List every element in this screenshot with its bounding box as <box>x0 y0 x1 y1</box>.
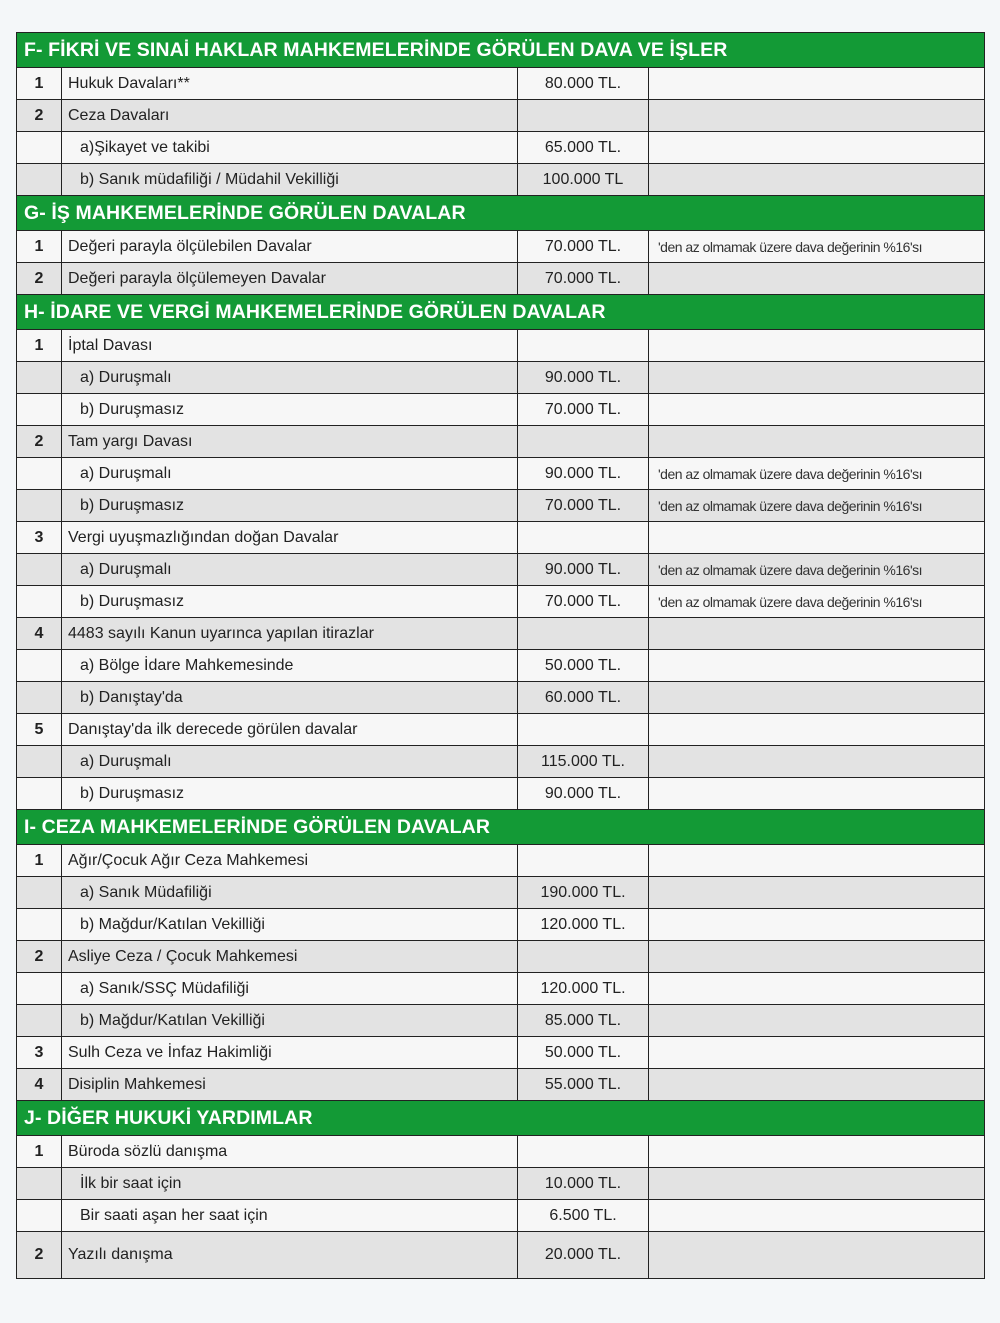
row-number: 4 <box>17 618 62 650</box>
row-description: Ağır/Çocuk Ağır Ceza Mahkemesi <box>62 845 518 877</box>
row-description: a) Duruşmalı <box>62 554 518 586</box>
row-amount: 190.000 TL. <box>518 877 649 909</box>
row-amount: 120.000 TL. <box>518 973 649 1005</box>
row-number: 1 <box>17 330 62 362</box>
row-note <box>649 618 985 650</box>
table-row <box>17 100 985 132</box>
row-note <box>649 714 985 746</box>
row-description: b) Mağdur/Katılan Vekilliği <box>62 909 518 941</box>
row-note <box>649 650 985 682</box>
row-number: 2 <box>17 100 62 132</box>
table-row <box>17 682 985 714</box>
row-note <box>649 164 985 196</box>
row-number: 1 <box>17 845 62 877</box>
row-number <box>17 1200 62 1232</box>
row-description: Büroda sözlü danışma <box>62 1136 518 1168</box>
row-note <box>649 746 985 778</box>
table-row <box>17 714 985 746</box>
fee-schedule-table <box>16 32 985 1279</box>
row-description: b) Danıştay'da <box>62 682 518 714</box>
row-number: 2 <box>17 426 62 458</box>
section-title: H- İDARE VE VERGİ MAHKEMELERİNDE GÖRÜLEN DAVALAR <box>17 295 985 330</box>
row-amount: 80.000 TL. <box>518 68 649 100</box>
row-number <box>17 650 62 682</box>
row-number <box>17 877 62 909</box>
table-row <box>17 394 985 426</box>
section-title: G- İŞ MAHKEMELERİNDE GÖRÜLEN DAVALAR <box>17 196 985 231</box>
row-amount: 65.000 TL. <box>518 132 649 164</box>
row-amount: 85.000 TL. <box>518 1005 649 1037</box>
row-number <box>17 362 62 394</box>
row-number <box>17 132 62 164</box>
row-amount: 20.000 TL. <box>518 1232 649 1279</box>
row-description: b) Duruşmasız <box>62 586 518 618</box>
row-amount: 115.000 TL. <box>518 746 649 778</box>
row-description: Ceza Davaları <box>62 100 518 132</box>
fee-schedule-body <box>17 33 985 1279</box>
table-row <box>17 973 985 1005</box>
row-number <box>17 490 62 522</box>
row-amount: 90.000 TL. <box>518 554 649 586</box>
row-amount: 70.000 TL. <box>518 231 649 263</box>
row-note: 'den az olmamak üzere dava değerinin %16'sı <box>649 231 985 263</box>
table-row <box>17 778 985 810</box>
row-number <box>17 973 62 1005</box>
row-note <box>649 1200 985 1232</box>
row-description: Değeri parayla ölçülemeyen Davalar <box>62 263 518 295</box>
table-row <box>17 1232 985 1279</box>
section-header-h <box>17 295 985 330</box>
table-row <box>17 458 985 490</box>
row-number: 2 <box>17 1232 62 1279</box>
table-row <box>17 263 985 295</box>
row-amount <box>518 522 649 554</box>
row-note <box>649 132 985 164</box>
row-note <box>649 1037 985 1069</box>
row-note <box>649 330 985 362</box>
table-row <box>17 68 985 100</box>
row-amount <box>518 618 649 650</box>
row-amount <box>518 714 649 746</box>
row-amount <box>518 100 649 132</box>
table-row <box>17 1136 985 1168</box>
row-description: b) Duruşmasız <box>62 394 518 426</box>
row-description: b) Mağdur/Katılan Vekilliği <box>62 1005 518 1037</box>
row-note <box>649 68 985 100</box>
row-note <box>649 877 985 909</box>
row-amount: 120.000 TL. <box>518 909 649 941</box>
row-description: a) Sanık Müdafiliği <box>62 877 518 909</box>
row-description: Bir saati aşan her saat için <box>62 1200 518 1232</box>
table-row <box>17 1168 985 1200</box>
row-number: 1 <box>17 231 62 263</box>
table-row <box>17 618 985 650</box>
row-number <box>17 586 62 618</box>
row-note <box>649 1136 985 1168</box>
row-amount <box>518 1136 649 1168</box>
row-description: a) Sanık/SSÇ Müdafiliği <box>62 973 518 1005</box>
row-note <box>649 845 985 877</box>
row-amount <box>518 330 649 362</box>
row-description: a) Duruşmalı <box>62 458 518 490</box>
section-header-g <box>17 196 985 231</box>
section-title: J- DİĞER HUKUKİ YARDIMLAR <box>17 1101 985 1136</box>
section-title: F- FİKRİ VE SINAİ HAKLAR MAHKEMELERİNDE GÖRÜLEN DAVA VE İŞLER <box>17 33 985 68</box>
row-number <box>17 554 62 586</box>
row-amount: 50.000 TL. <box>518 1037 649 1069</box>
row-amount: 70.000 TL. <box>518 394 649 426</box>
table-row <box>17 586 985 618</box>
row-number <box>17 1168 62 1200</box>
row-note <box>649 682 985 714</box>
row-number <box>17 909 62 941</box>
row-description: 4483 sayılı Kanun uyarınca yapılan itirazlar <box>62 618 518 650</box>
row-number: 1 <box>17 1136 62 1168</box>
row-number: 2 <box>17 263 62 295</box>
table-row <box>17 231 985 263</box>
row-amount <box>518 941 649 973</box>
row-number: 3 <box>17 522 62 554</box>
row-amount: 90.000 TL. <box>518 362 649 394</box>
table-row <box>17 941 985 973</box>
row-note <box>649 1069 985 1101</box>
section-header-j <box>17 1101 985 1136</box>
row-number <box>17 394 62 426</box>
row-note <box>649 909 985 941</box>
row-note <box>649 941 985 973</box>
row-description: b) Duruşmasız <box>62 778 518 810</box>
row-amount: 70.000 TL. <box>518 263 649 295</box>
table-row <box>17 1037 985 1069</box>
row-note <box>649 394 985 426</box>
row-amount: 100.000 TL <box>518 164 649 196</box>
row-note <box>649 362 985 394</box>
row-description: a) Duruşmalı <box>62 362 518 394</box>
section-header-f <box>17 33 985 68</box>
row-number <box>17 164 62 196</box>
row-number: 1 <box>17 68 62 100</box>
row-note: 'den az olmamak üzere dava değerinin %16'sı <box>649 458 985 490</box>
table-row <box>17 426 985 458</box>
row-description: İptal Davası <box>62 330 518 362</box>
row-note <box>649 973 985 1005</box>
section-header-i <box>17 810 985 845</box>
row-note <box>649 1232 985 1279</box>
table-row <box>17 1005 985 1037</box>
table-row <box>17 650 985 682</box>
table-row <box>17 746 985 778</box>
row-note <box>649 1005 985 1037</box>
table-row <box>17 877 985 909</box>
row-amount: 70.000 TL. <box>518 586 649 618</box>
row-amount: 90.000 TL. <box>518 458 649 490</box>
row-note <box>649 1168 985 1200</box>
table-row <box>17 132 985 164</box>
row-amount <box>518 426 649 458</box>
row-description: Sulh Ceza ve İnfaz Hakimliği <box>62 1037 518 1069</box>
table-row <box>17 522 985 554</box>
row-description: b) Sanık müdafiliği / Müdahil Vekilliği <box>62 164 518 196</box>
row-amount: 60.000 TL. <box>518 682 649 714</box>
table-row <box>17 909 985 941</box>
table-row <box>17 845 985 877</box>
row-amount: 10.000 TL. <box>518 1168 649 1200</box>
table-row <box>17 362 985 394</box>
table-row <box>17 490 985 522</box>
row-number <box>17 1005 62 1037</box>
row-note <box>649 263 985 295</box>
row-note <box>649 778 985 810</box>
table-row <box>17 330 985 362</box>
row-description: Hukuk Davaları** <box>62 68 518 100</box>
row-description: Disiplin Mahkemesi <box>62 1069 518 1101</box>
row-description: b) Duruşmasız <box>62 490 518 522</box>
row-description: Tam yargı Davası <box>62 426 518 458</box>
table-row <box>17 164 985 196</box>
row-amount: 55.000 TL. <box>518 1069 649 1101</box>
row-amount: 50.000 TL. <box>518 650 649 682</box>
row-number: 2 <box>17 941 62 973</box>
row-number: 3 <box>17 1037 62 1069</box>
row-description: Asliye Ceza / Çocuk Mahkemesi <box>62 941 518 973</box>
row-number <box>17 778 62 810</box>
row-amount: 70.000 TL. <box>518 490 649 522</box>
row-number: 4 <box>17 1069 62 1101</box>
row-description: Değeri parayla ölçülebilen Davalar <box>62 231 518 263</box>
row-note <box>649 522 985 554</box>
row-note <box>649 426 985 458</box>
row-number: 5 <box>17 714 62 746</box>
row-amount <box>518 845 649 877</box>
row-number <box>17 682 62 714</box>
row-number <box>17 458 62 490</box>
row-note <box>649 100 985 132</box>
row-description: Danıştay'da ilk derecede görülen davalar <box>62 714 518 746</box>
row-description: a) Duruşmalı <box>62 746 518 778</box>
row-description: Vergi uyuşmazlığından doğan Davalar <box>62 522 518 554</box>
row-description: İlk bir saat için <box>62 1168 518 1200</box>
section-title: I- CEZA MAHKEMELERİNDE GÖRÜLEN DAVALAR <box>17 810 985 845</box>
table-row <box>17 1069 985 1101</box>
table-row <box>17 554 985 586</box>
row-amount: 90.000 TL. <box>518 778 649 810</box>
row-note: 'den az olmamak üzere dava değerinin %16'sı <box>649 554 985 586</box>
row-note: 'den az olmamak üzere dava değerinin %16'sı <box>649 490 985 522</box>
row-description: a)Şikayet ve takibi <box>62 132 518 164</box>
row-description: a) Bölge İdare Mahkemesinde <box>62 650 518 682</box>
table-row <box>17 1200 985 1232</box>
row-amount: 6.500 TL. <box>518 1200 649 1232</box>
row-number <box>17 746 62 778</box>
row-description: Yazılı danışma <box>62 1232 518 1279</box>
row-note: 'den az olmamak üzere dava değerinin %16'sı <box>649 586 985 618</box>
